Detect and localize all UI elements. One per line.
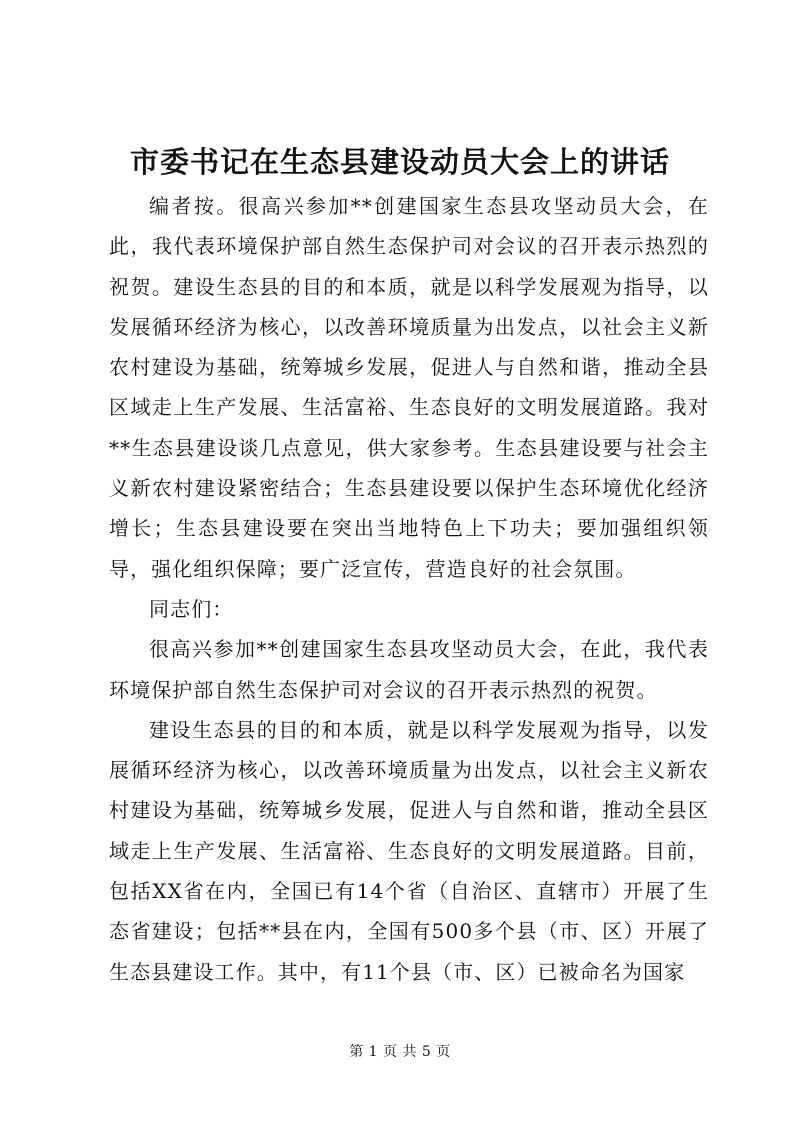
purpose-paragraph: 建设生态县的目的和本质，就是以科学发展观为指导，以发展循环经济为核心，以改善环境质量为出发点，以社会主义新农村建设为基础，统筹城乡发展，促进人与自然和谐，推动全县区域走上生产发展、生活富裕、生态良好的文明发展道路。目前，包括XX省在内，全国已有14个省（自治区、直辖市）开展了生态省建设；包括**县在内，全国有500多个县（市、区）开展了生态县建设工作。其中，有11个县（市、区）已被命名为国家 — [109, 717, 709, 984]
editor-note-paragraph: 编者按。很高兴参加**创建国家生态县攻坚动员大会，在此，我代表环境保护部自然生态保护司对会议的召开表示热烈的祝贺。建设生态县的目的和本质，就是以科学发展观为指导，以发展循环经济为核心，以改善环境质量为出发点，以社会主义新农村建设为基础，统筹城乡发展，促进人与自然和谐，推动全县区域走上生产发展、生活富裕、生态良好的文明发展道路。我对**生态县建设谈几点意见，供大家参考。生态县建设要与社会主义新农村建设紧密结合；生态县建设要以保护生态环境优化经济增长；生态县建设要在突出当地特色上下功夫；要加强组织领导，强化组织保障；要广泛宣传，营造良好的社会氛围。 — [109, 194, 709, 581]
greeting-paragraph: 很高兴参加**创建国家生态县攻坚动员大会，在此，我代表环境保护部自然生态保护司对会议的召开表示热烈的祝贺。 — [109, 637, 709, 702]
salutation-paragraph: 同志们： — [149, 596, 234, 621]
document-body — [109, 186, 709, 992]
page-number-footer: 第 1 页 共 5 页 — [349, 1044, 451, 1060]
document-title: 市委书记在生态县建设动员大会上的讲话 — [129, 145, 670, 179]
